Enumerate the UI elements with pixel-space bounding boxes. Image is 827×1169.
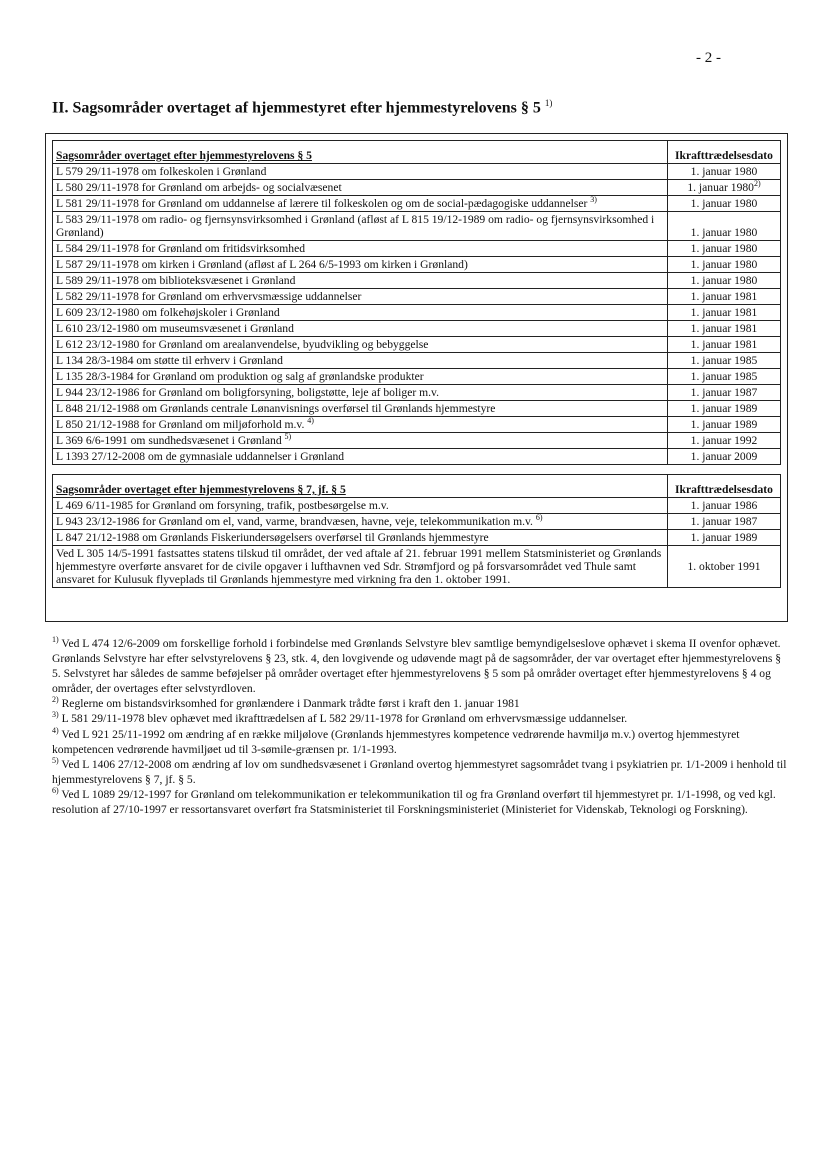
law-cell xyxy=(53,273,668,289)
footnote-number: 1) xyxy=(52,635,59,645)
law-cell xyxy=(53,498,668,514)
date-cell xyxy=(668,530,781,546)
law-text: L 610 23/12-1980 om museumsvæsenet i Grønland xyxy=(56,322,294,335)
law-text: L 469 6/11-1985 for Grønland om forsyning, trafik, postbesørgelse m.v. xyxy=(56,499,389,512)
law-cell xyxy=(53,369,668,385)
footnote-text: Reglerne om bistandsvirksomhed for grønlændere i Danmark trådte først i kraft den 1. januar 1981 xyxy=(61,697,520,711)
date-text: 1. januar 1985 xyxy=(690,370,758,383)
table-body xyxy=(53,498,781,588)
table-row xyxy=(53,546,781,588)
date-text: 1. januar 1989 xyxy=(690,531,758,544)
date-cell xyxy=(668,273,781,289)
table-row xyxy=(53,498,781,514)
footnote-ref: 4) xyxy=(307,416,314,426)
date-text: 1. januar 1980 xyxy=(690,258,758,271)
law-text: L 583 29/11-1978 om radio- og fjernsynsvirksomhed i Grønland (afløst af L 815 19/12-1989 om radio- og fjernsynsvirksomhed i Grønland) xyxy=(56,213,655,239)
footnote-number: 3) xyxy=(52,710,59,720)
date-cell xyxy=(668,417,781,433)
date-cell xyxy=(668,289,781,305)
law-cell xyxy=(53,546,668,588)
table-header-title: Sagsområder overtaget efter hjemmestyrelovens § 5 xyxy=(53,141,668,164)
law-cell xyxy=(53,401,668,417)
law-text: Ved L 305 14/5-1991 fastsattes statens tilskud til området, der ved aftale af 21. februar 1991 mellem Statsministeriet og Grønlands hjemmestyre overførte ansvaret for de civile opgaver i lufthavnen ved Sdr. Strømfjord og på forsvarsområdet ved Thule samt ansvaret for Kulusuk flyveplads til Grønlands hjemmestyre med virkning fra den 1. oktober 1991. xyxy=(56,547,662,586)
law-cell xyxy=(53,196,668,212)
law-cell xyxy=(53,305,668,321)
table-section-5 xyxy=(52,140,781,465)
table-header-date: Ikrafttrædelsesdato xyxy=(668,141,781,164)
page-number: - 2 - xyxy=(696,50,721,66)
table-section-7 xyxy=(52,474,781,588)
law-text: L 1393 27/12-2008 om de gymnasiale uddannelser i Grønland xyxy=(56,450,345,463)
tables-frame xyxy=(45,133,788,622)
footnote-number: 4) xyxy=(52,725,59,735)
date-cell xyxy=(668,353,781,369)
footnote-number: 6) xyxy=(52,786,59,796)
date-text: 1. januar 1989 xyxy=(690,402,758,415)
date-cell xyxy=(668,305,781,321)
law-cell xyxy=(53,241,668,257)
table-row xyxy=(53,449,781,465)
law-text: L 944 23/12-1986 for Grønland om boligforsyning, boligstøtte, leje af boliger m.v. xyxy=(56,386,439,399)
law-cell xyxy=(53,449,668,465)
date-cell xyxy=(668,241,781,257)
law-text: L 847 21/12-1988 om Grønlands Fiskeriundersøgelsers overførsel til Grønlands hjemmestyre xyxy=(56,531,489,544)
date-cell xyxy=(668,180,781,196)
law-text: L 850 21/12-1988 for Grønland om miljøforhold m.v. xyxy=(56,418,305,431)
footnote-number: 5) xyxy=(52,755,59,765)
footnote-text: Ved L 1089 29/12-1997 for Grønland om telekommunikation er telekommunikation til og fra Grønland overført til hjemmestyret pr. 1/1-1998, og ved kgl. resolution af 27/10-1997 er ressortansvaret overført fra Statsministeriet til Forskningsministeriet (Ministeriet for Videnskab, Teknologi og Forskning). xyxy=(52,787,776,817)
law-text: L 584 29/11-1978 for Grønland om fritidsvirksomhed xyxy=(56,242,306,255)
law-cell xyxy=(53,321,668,337)
date-cell xyxy=(668,321,781,337)
footnote-ref: 3) xyxy=(590,195,597,205)
date-text: 1. januar 1992 xyxy=(690,434,758,447)
date-cell xyxy=(668,546,781,588)
date-text: 1. januar 1981 xyxy=(690,290,758,303)
date-cell xyxy=(668,401,781,417)
date-cell xyxy=(668,337,781,353)
section-heading xyxy=(52,98,552,117)
table-header-title: Sagsområder overtaget efter hjemmestyrelovens § 7, jf. § 5 xyxy=(53,475,668,498)
date-cell xyxy=(668,514,781,530)
table-row xyxy=(53,337,781,353)
law-text: L 582 29/11-1978 for Grønland om erhvervsmæssige uddannelser xyxy=(56,290,362,303)
date-text: 1. januar 1987 xyxy=(690,386,758,399)
date-text: 1. januar 1980 xyxy=(690,197,758,210)
table-row xyxy=(53,514,781,530)
law-cell xyxy=(53,433,668,449)
table-row xyxy=(53,273,781,289)
law-text: L 134 28/3-1984 om støtte til erhverv i Grønland xyxy=(56,354,283,367)
footnote xyxy=(52,757,792,787)
table-row xyxy=(53,321,781,337)
footnote xyxy=(52,711,792,726)
date-text: 1. oktober 1991 xyxy=(687,560,761,573)
table-header-row xyxy=(53,141,781,164)
date-cell xyxy=(668,196,781,212)
footnote-text: Ved L 1406 27/12-2008 om ændring af lov om sundhedsvæsenet i Grønland overtog hjemmestyret sagsområdet tvang i psykiatrien pr. 1/1-2009 i henhold til hjemmestyrelovens § 7, jf. § 5. xyxy=(52,757,787,786)
footnote-ref: 2) xyxy=(753,179,761,189)
date-text: 1. januar 1981 xyxy=(690,338,758,351)
date-cell xyxy=(668,257,781,273)
footnotes xyxy=(52,636,792,817)
law-text: L 369 6/6-1991 om sundhedsvæsenet i Grønland xyxy=(56,434,282,447)
date-text: 1. januar 1981 xyxy=(690,306,758,319)
date-cell xyxy=(668,212,781,241)
law-text: L 581 29/11-1978 for Grønland om uddannelse af lærere til folkeskolen og om de social-pædagogiske uddannelser xyxy=(56,197,588,210)
law-cell xyxy=(53,353,668,369)
table-row xyxy=(53,417,781,433)
table-header-row xyxy=(53,475,781,498)
date-text: 1. januar 1980 xyxy=(687,181,754,194)
date-text: 1. januar 1981 xyxy=(690,322,758,335)
footnote-text: L 581 29/11-1978 blev ophævet med ikrafttrædelsen af L 582 29/11-1978 for Grønland om erhvervsmæssige uddannelser. xyxy=(61,712,628,726)
date-text: 1. januar 1989 xyxy=(690,418,758,431)
law-cell xyxy=(53,257,668,273)
law-text: L 580 29/11-1978 for Grønland om arbejds- og socialvæsenet xyxy=(56,181,342,194)
footnote-ref: 5) xyxy=(284,432,292,442)
footnote-ref: 6) xyxy=(535,513,543,523)
section-heading-text: II. Sagsområder overtaget af hjemmestyret efter hjemmestyrelovens § 5 xyxy=(52,99,541,117)
date-text: 1. januar 1980 xyxy=(690,226,758,239)
date-cell xyxy=(668,385,781,401)
date-cell xyxy=(668,449,781,465)
date-cell xyxy=(668,164,781,180)
date-cell xyxy=(668,498,781,514)
table-row xyxy=(53,212,781,241)
footnote xyxy=(52,636,792,696)
law-text: L 612 23/12-1980 for Grønland om arealanvendelse, byudvikling og bebyggelse xyxy=(56,338,429,351)
law-cell xyxy=(53,212,668,241)
table-row xyxy=(53,164,781,180)
footnote-text: Ved L 921 25/11-1992 om ændring af en række miljølove (Grønlands hjemmestyres kompetence vedrørende havmiljø m.v.) overtog hjemmestyret kompetencen vedrørende havmiljøet ud til 3-sømile-grænsen pr. 1/1-1993. xyxy=(52,727,740,756)
law-cell xyxy=(53,180,668,196)
date-cell xyxy=(668,369,781,385)
date-text: 1. januar 1980 xyxy=(690,274,758,287)
law-text: L 848 21/12-1988 om Grønlands centrale Lønanvisnings overførsel til Grønlands hjemmestyre xyxy=(56,402,496,415)
law-cell xyxy=(53,385,668,401)
table-row xyxy=(53,305,781,321)
table-row xyxy=(53,241,781,257)
table-body xyxy=(53,164,781,465)
footnote xyxy=(52,787,792,817)
footnote-number: 2) xyxy=(52,695,59,705)
law-cell xyxy=(53,164,668,180)
date-text: 1. januar 2009 xyxy=(690,450,758,463)
date-cell xyxy=(668,433,781,449)
table-row xyxy=(53,289,781,305)
table-row xyxy=(53,353,781,369)
law-text: L 587 29/11-1978 om kirken i Grønland (afløst af L 264 6/5-1993 om kirken i Grønland) xyxy=(56,258,468,271)
law-text: L 943 23/12-1986 for Grønland om el, vand, varme, brandvæsen, havne, veje, telekommunikation m.v. xyxy=(56,515,533,528)
footnote-text: Ved L 474 12/6-2009 om forskellige forhold i forbindelse med Grønlands Selvstyre blev samtlige bemyndigelseslove ophævet i skema II ovenfor ophævet. Grønlands Selvstyre har efter selvstyrelovens § 23, stk. 4, den lovgivende og udøvende magt på de sagsområder, der var overtaget efter hjemmestyrelovens § 5. Selvstyret har således de samme beføjelser på områder overtaget efter hjemmestyrelovens § 5 som på områder overtaget efter hjemmestyrelovens § 4 og områder, der overtages efter selvstyrdloven. xyxy=(52,637,782,696)
law-text: L 609 23/12-1980 om folkehøjskoler i Grønland xyxy=(56,306,280,319)
table-row xyxy=(53,369,781,385)
date-text: 1. januar 1980 xyxy=(690,242,758,255)
table-row xyxy=(53,433,781,449)
table-row xyxy=(53,257,781,273)
footnote xyxy=(52,727,792,757)
law-cell xyxy=(53,417,668,433)
law-text: L 135 28/3-1984 for Grønland om produktion og salg af grønlandske produkter xyxy=(56,370,424,383)
date-text: 1. januar 1980 xyxy=(690,165,758,178)
table-header-date: Ikrafttrædelsesdato xyxy=(668,475,781,498)
date-text: 1. januar 1987 xyxy=(690,515,758,528)
table-row xyxy=(53,530,781,546)
date-text: 1. januar 1986 xyxy=(690,499,758,512)
law-text: L 579 29/11-1978 om folkeskolen i Grønland xyxy=(56,165,267,178)
table-row xyxy=(53,385,781,401)
law-text: L 589 29/11-1978 om biblioteksvæsenet i Grønland xyxy=(56,274,296,287)
law-cell xyxy=(53,289,668,305)
date-text: 1. januar 1985 xyxy=(690,354,758,367)
footnote xyxy=(52,696,792,711)
table-row xyxy=(53,401,781,417)
table-row xyxy=(53,180,781,196)
law-cell xyxy=(53,514,668,530)
table-row xyxy=(53,196,781,212)
heading-footnote-ref: 1) xyxy=(544,98,553,108)
law-cell xyxy=(53,530,668,546)
law-cell xyxy=(53,337,668,353)
